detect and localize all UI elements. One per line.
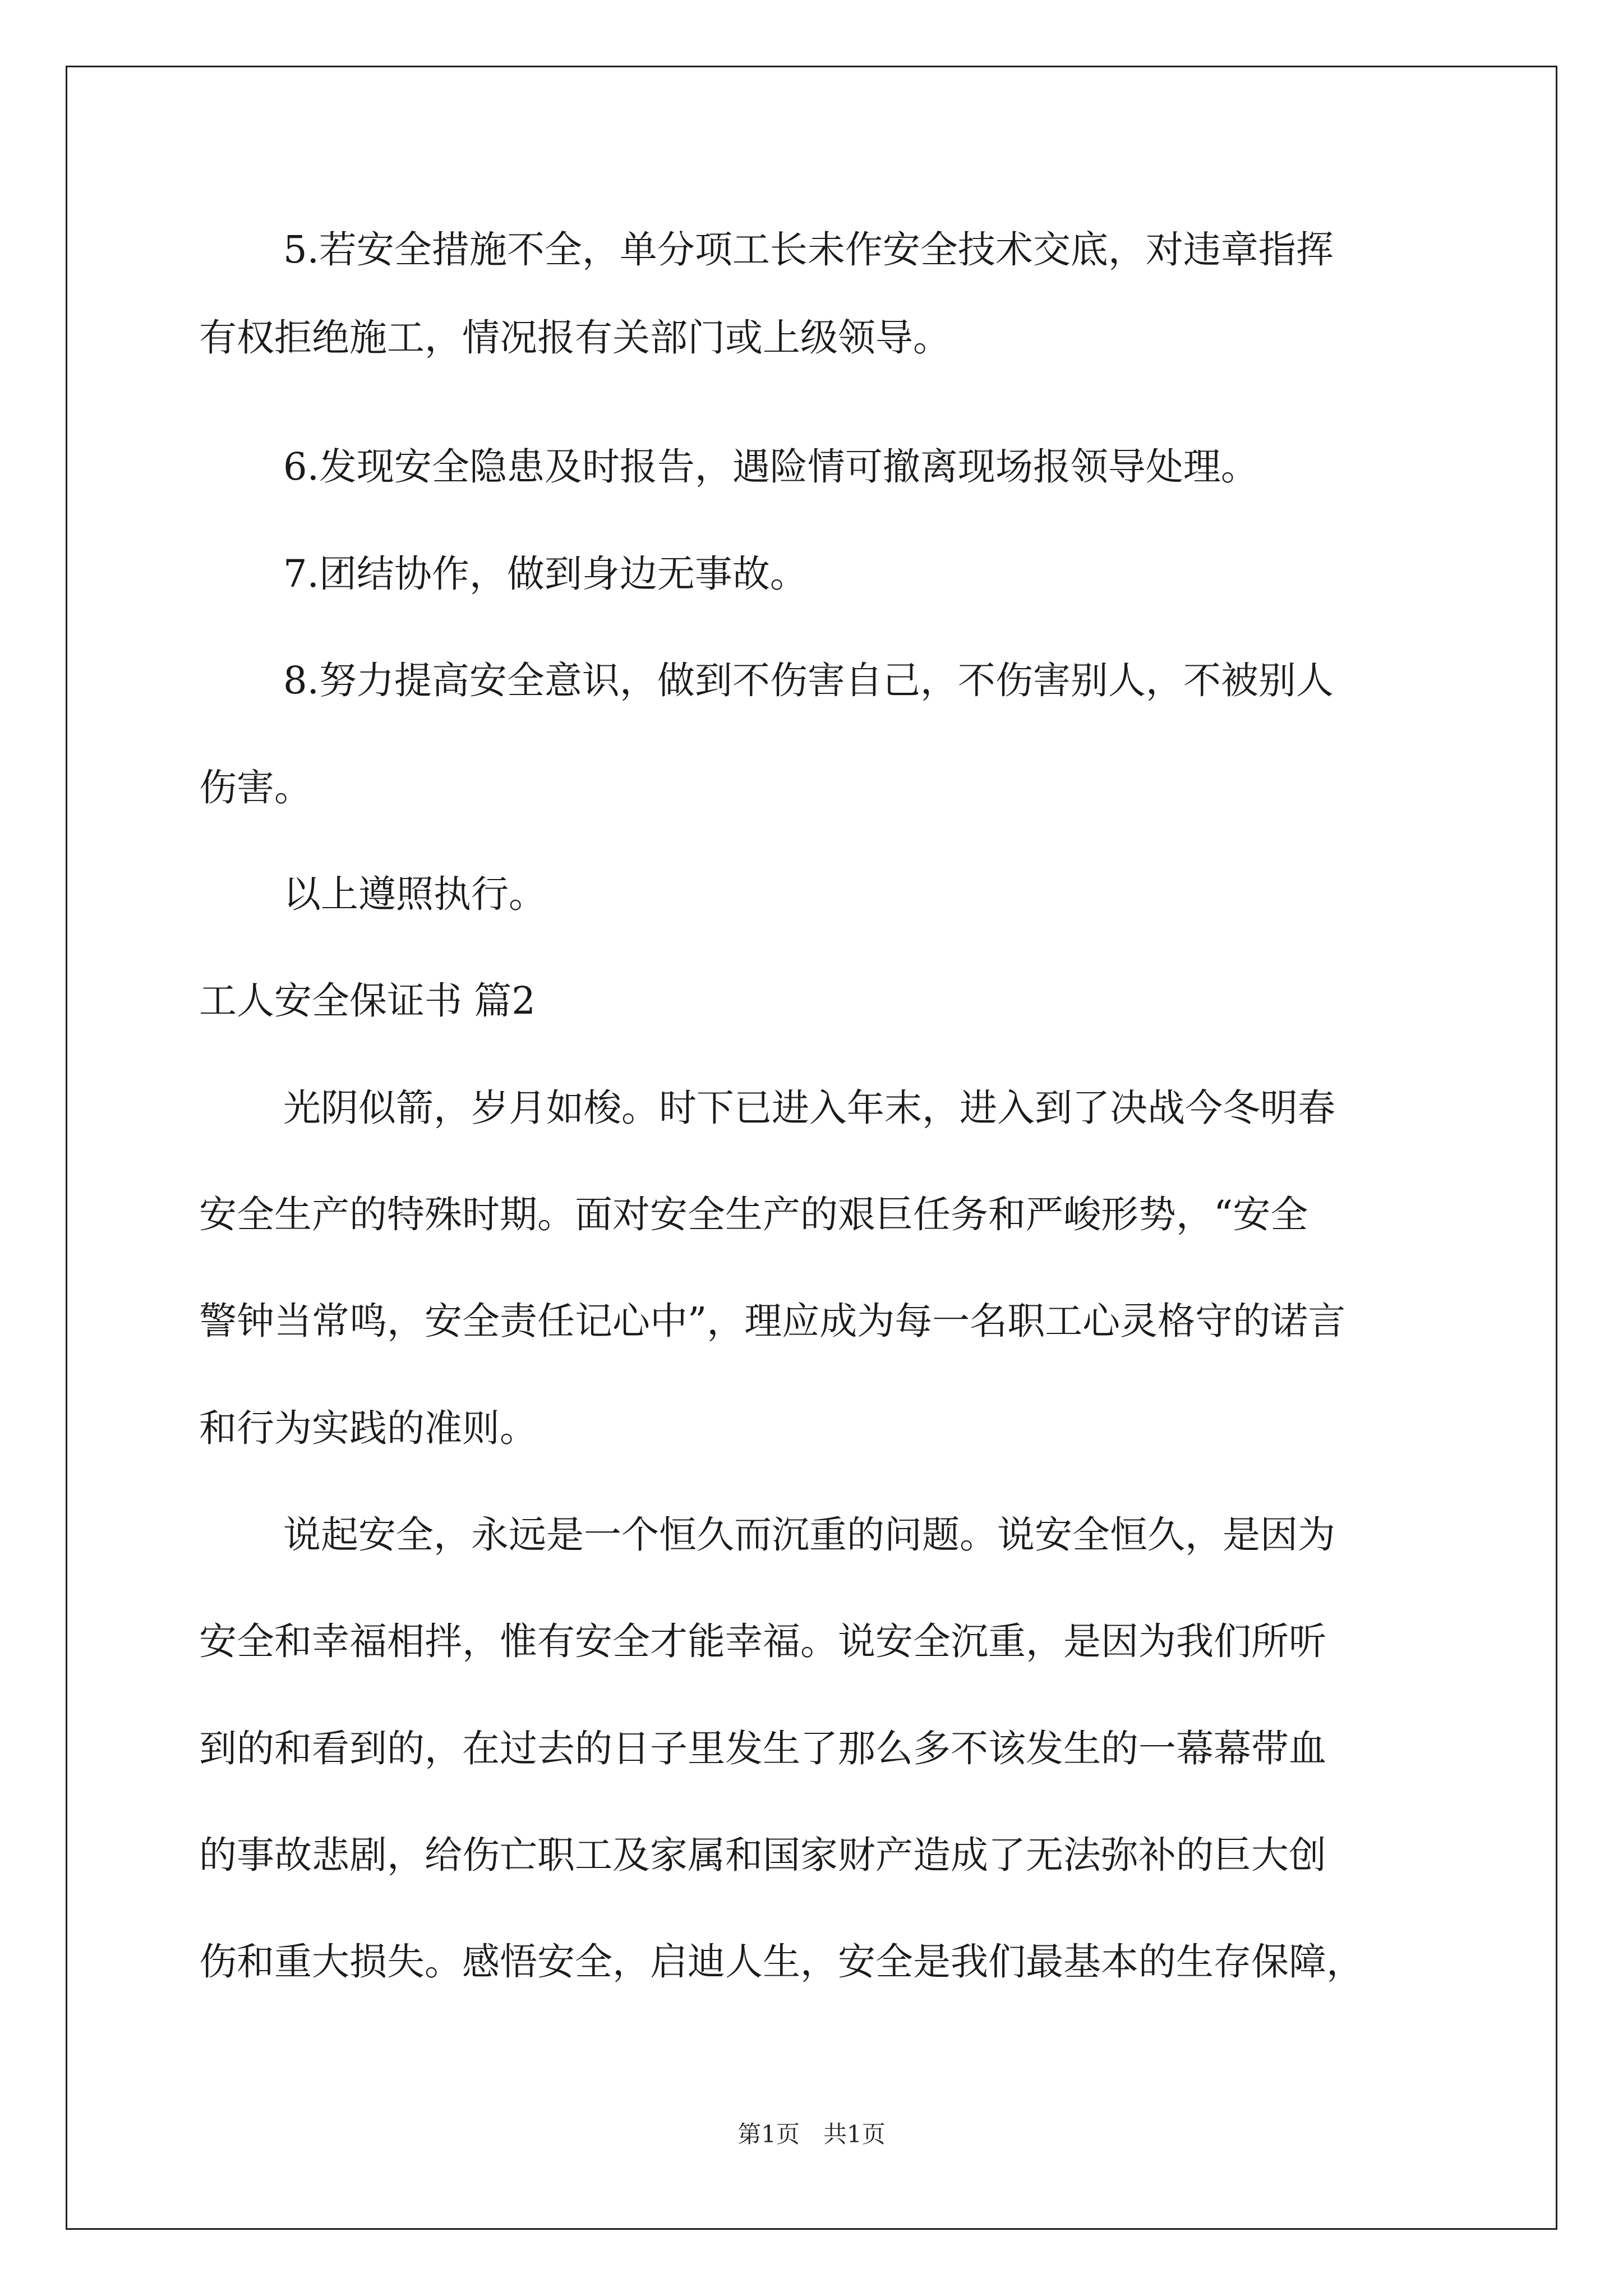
- text-line: 光阴似箭，岁月如梭。时下已进入年末，进入到了决战今冬明春: [283, 1086, 1335, 1130]
- page-footer: 第1页 共1页: [737, 2120, 886, 2148]
- text-line: 伤和重大损失。感悟安全，启迪人生，安全是我们最基本的生存保障，: [199, 1940, 1364, 1984]
- text-line: 以上遵照执行。: [283, 872, 546, 916]
- text-line: 说起安全，永远是一个恒久而沉重的问题。说安全恒久，是因为: [283, 1513, 1335, 1557]
- text-line: 安全生产的特殊时期。面对安全生产的艰巨任务和严峻形势，“安全: [199, 1193, 1308, 1236]
- text-line: 安全和幸福相拌，惟有安全才能幸福。说安全沉重，是因为我们所听: [199, 1619, 1326, 1663]
- text-line: 伤害。: [199, 766, 312, 809]
- section-heading: 工人安全保证书 篇2: [199, 979, 536, 1023]
- text-line: 到的和看到的，在过去的日子里发生了那么多不该发生的一幕幕带血: [199, 1727, 1326, 1770]
- text-line: 警钟当常鸣，安全责任记心中”，理应成为每一名职工心灵格守的诺言: [199, 1299, 1346, 1343]
- text-line: 5.若安全措施不全，单分项工长未作安全技术交底，对违章指挥: [283, 228, 1334, 272]
- text-line: 6.发现安全隐患及时报告，遇险情可撤离现场报领导处理。: [283, 445, 1258, 489]
- text-line: 8.努力提高安全意识，做到不伤害自己，不伤害别人，不被别人: [283, 659, 1334, 702]
- text-line: 和行为实践的准则。: [199, 1406, 537, 1450]
- page-border: [66, 66, 1557, 2230]
- text-line: 7.团结协作，做到身边无事故。: [283, 552, 808, 596]
- text-line: 的事故悲剧，给伤亡职工及家属和国家财产造成了无法弥补的巨大创: [199, 1833, 1326, 1877]
- text-line: 有权拒绝施工，情况报有关部门或上级领导。: [199, 316, 951, 360]
